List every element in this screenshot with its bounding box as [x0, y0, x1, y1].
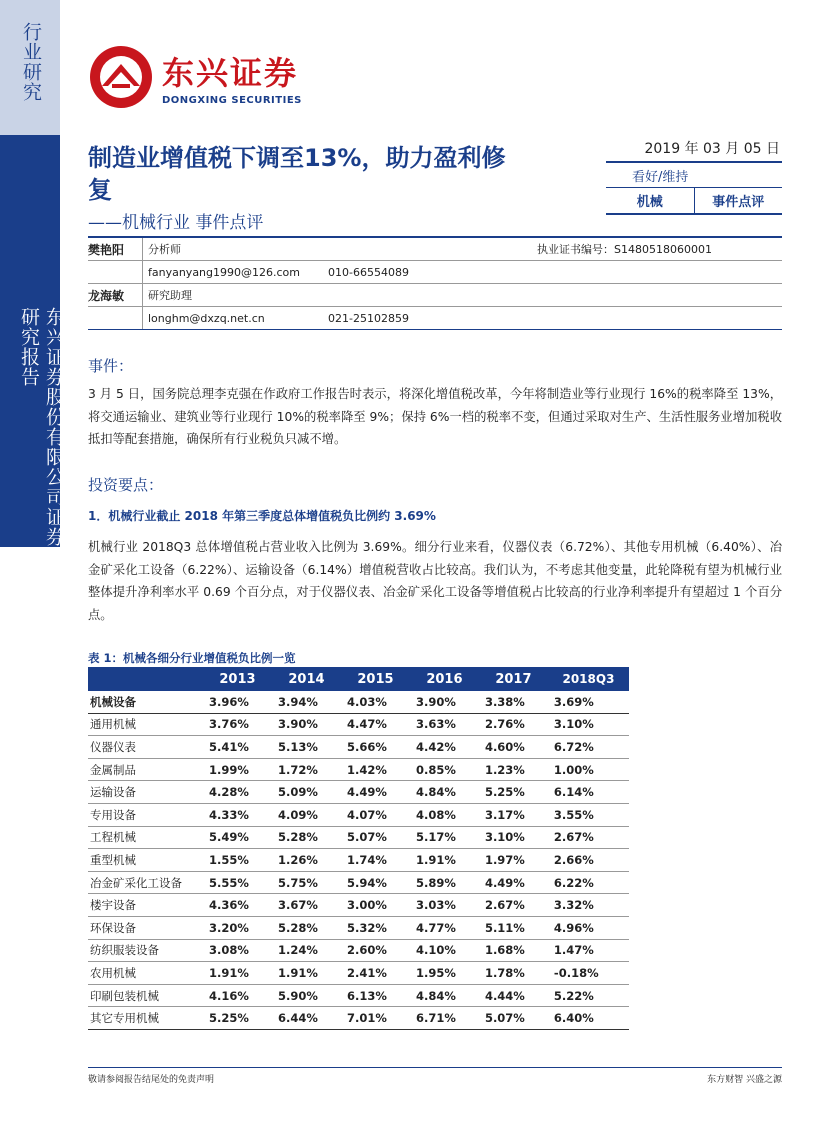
- table-row: [88, 894, 629, 917]
- table-row: [88, 962, 629, 985]
- analyst-contact-row: [88, 261, 782, 284]
- footer-disclaimer: 敬请参阅报告结尾处的免责声明: [88, 1075, 215, 1085]
- table-cell: 1.72%: [272, 758, 341, 781]
- table-cell: 4.33%: [203, 803, 272, 826]
- table-cell: 3.90%: [410, 691, 479, 713]
- analyst-row: [88, 284, 782, 307]
- table-cell: 5.28%: [272, 916, 341, 939]
- table-cell: 5.09%: [272, 781, 341, 804]
- point-heading: 1．机械行业截止 2018 年第三季度总体增值税负比例约 3.69%: [88, 509, 436, 523]
- table-cell: 5.25%: [203, 1007, 272, 1030]
- table-cell: 4.07%: [341, 803, 410, 826]
- table-caption: 表 1：机械各细分行业增值税负比例一览: [88, 651, 296, 665]
- table-cell: 4.84%: [410, 984, 479, 1007]
- page-footer: [88, 1067, 782, 1085]
- table-row: [88, 781, 629, 804]
- table-cell: -0.18%: [548, 962, 629, 985]
- table-cell: 1.24%: [272, 939, 341, 962]
- table-cell: 5.07%: [341, 826, 410, 849]
- table-cell: 1.47%: [548, 939, 629, 962]
- analyst-row: [88, 238, 782, 261]
- table-cell: 2.67%: [479, 894, 548, 917]
- table-cell: 4.03%: [341, 691, 410, 713]
- table-cell: 5.11%: [479, 916, 548, 939]
- table-row: [88, 758, 629, 781]
- table-cell: 5.22%: [548, 984, 629, 1007]
- table-row-label: 机械设备: [88, 691, 203, 713]
- table-cell: 5.17%: [410, 826, 479, 849]
- table-cell: 4.28%: [203, 781, 272, 804]
- table-cell: 5.66%: [341, 736, 410, 759]
- analyst-phone: 010-66554089: [328, 265, 409, 279]
- brand-name-en: DONGXING SECURITIES: [162, 95, 302, 106]
- analyst-email[interactable]: fanyanyang1990@126.com: [148, 265, 300, 279]
- table-header-cell: 2018Q3: [548, 667, 629, 691]
- table-cell: 1.55%: [203, 849, 272, 872]
- table-cell: 1.91%: [410, 849, 479, 872]
- table-cell: 6.44%: [272, 1007, 341, 1030]
- table-cell: 5.89%: [410, 871, 479, 894]
- table-row: [88, 691, 629, 713]
- vat-ratio-table: [88, 667, 629, 1030]
- table-cell: 1.68%: [479, 939, 548, 962]
- table-cell: 5.13%: [272, 736, 341, 759]
- table-cell: 3.10%: [479, 826, 548, 849]
- analyst-name: 樊艳阳: [88, 242, 125, 257]
- table-cell: 7.01%: [341, 1007, 410, 1030]
- table-cell: 4.47%: [341, 713, 410, 736]
- table-cell: 4.77%: [410, 916, 479, 939]
- category-row: [606, 188, 782, 215]
- table-row: [88, 849, 629, 872]
- table-header-cell: 2016: [410, 667, 479, 691]
- table-row-label: 其它专用机械: [88, 1007, 203, 1030]
- table-cell: 6.72%: [548, 736, 629, 759]
- table-cell: 5.07%: [479, 1007, 548, 1030]
- table-row: [88, 826, 629, 849]
- table-cell: 3.20%: [203, 916, 272, 939]
- table-cell: 3.63%: [410, 713, 479, 736]
- table-row-label: 环保设备: [88, 916, 203, 939]
- analyst-contact-row: [88, 307, 782, 329]
- analyst-role: 研究助理: [148, 289, 192, 302]
- table-cell: 2.66%: [548, 849, 629, 872]
- table-cell: 5.32%: [341, 916, 410, 939]
- analyst-license: 执业证书编号：S1480518060001: [537, 243, 712, 256]
- table-cell: 1.91%: [203, 962, 272, 985]
- table-row-label: 工程机械: [88, 826, 203, 849]
- table-cell: 5.49%: [203, 826, 272, 849]
- table-cell: 0.85%: [410, 758, 479, 781]
- table-cell: 4.16%: [203, 984, 272, 1007]
- table-row-label: 通用机械: [88, 713, 203, 736]
- table-cell: 5.55%: [203, 871, 272, 894]
- table-cell: 1.26%: [272, 849, 341, 872]
- event-heading: 事件：: [88, 357, 134, 375]
- table-cell: 5.75%: [272, 871, 341, 894]
- table-cell: 1.99%: [203, 758, 272, 781]
- analyst-block: [88, 236, 782, 330]
- table-cell: 2.67%: [548, 826, 629, 849]
- company-logo-icon: [88, 44, 154, 110]
- table-cell: 4.09%: [272, 803, 341, 826]
- table-cell: 3.38%: [479, 691, 548, 713]
- table-cell: 3.94%: [272, 691, 341, 713]
- investment-heading: 投资要点：: [88, 476, 164, 494]
- table-cell: 4.08%: [410, 803, 479, 826]
- table-cell: 6.14%: [548, 781, 629, 804]
- table-cell: 6.71%: [410, 1007, 479, 1030]
- table-row: [88, 984, 629, 1007]
- table-cell: 2.76%: [479, 713, 548, 736]
- table-cell: 5.94%: [341, 871, 410, 894]
- table-cell: 3.76%: [203, 713, 272, 736]
- table-cell: 1.78%: [479, 962, 548, 985]
- sidebar-category-band: [0, 0, 60, 135]
- table-cell: 1.74%: [341, 849, 410, 872]
- table-header-cell: [88, 667, 203, 691]
- table-row-label: 楼宇设备: [88, 894, 203, 917]
- table-header-cell: 2014: [272, 667, 341, 691]
- table-cell: 4.42%: [410, 736, 479, 759]
- table-cell: 1.97%: [479, 849, 548, 872]
- table-header-cell: 2013: [203, 667, 272, 691]
- table-cell: 3.00%: [341, 894, 410, 917]
- table-row-label: 专用设备: [88, 803, 203, 826]
- table-row-label: 重型机械: [88, 849, 203, 872]
- table-cell: 4.60%: [479, 736, 548, 759]
- table-row-label: 印刷包装机械: [88, 984, 203, 1007]
- table-cell: 4.44%: [479, 984, 548, 1007]
- table-header-cell: 2015: [341, 667, 410, 691]
- analyst-phone: 021-25102859: [328, 311, 409, 325]
- report-subtitle: ——机械行业 事件点评: [88, 213, 264, 233]
- report-title: 制造业增值税下调至13%，助力盈利修复: [88, 144, 506, 204]
- report-type-label: 事件点评: [712, 195, 765, 210]
- table-cell: 4.36%: [203, 894, 272, 917]
- table-cell: 3.03%: [410, 894, 479, 917]
- rating-label: 看好/维持: [606, 163, 782, 188]
- table-cell: 4.84%: [410, 781, 479, 804]
- sidebar-company-label: 东兴证券股份有限公司证券研究报告: [18, 307, 65, 547]
- table-row: [88, 803, 629, 826]
- table-cell: 4.49%: [341, 781, 410, 804]
- footer-slogan: 东方财智 兴盛之源: [707, 1075, 782, 1085]
- table-cell: 1.95%: [410, 962, 479, 985]
- table-header-row: [88, 667, 629, 691]
- table-cell: 5.41%: [203, 736, 272, 759]
- table-cell: 3.96%: [203, 691, 272, 713]
- table-row-label: 仪器仪表: [88, 736, 203, 759]
- table-row-label: 运输设备: [88, 781, 203, 804]
- table-cell: 2.41%: [341, 962, 410, 985]
- table-row: [88, 916, 629, 939]
- table-row: [88, 1007, 629, 1030]
- table-cell: 3.90%: [272, 713, 341, 736]
- table-row-label: 冶金矿采化工设备: [88, 871, 203, 894]
- table-cell: 5.28%: [272, 826, 341, 849]
- analyst-name: 龙海敏: [88, 288, 125, 303]
- table-cell: 4.49%: [479, 871, 548, 894]
- analyst-role: 分析师: [148, 243, 181, 256]
- table-cell: 5.90%: [272, 984, 341, 1007]
- table-row: [88, 871, 629, 894]
- table-row-label: 金属制品: [88, 758, 203, 781]
- table-cell: 6.40%: [548, 1007, 629, 1030]
- table-cell: 4.96%: [548, 916, 629, 939]
- table-cell: 3.32%: [548, 894, 629, 917]
- sidebar-category-label: 行业研究: [20, 22, 42, 102]
- brand-name-cn: 东兴证券: [162, 54, 299, 92]
- report-meta-box: [606, 138, 782, 215]
- table-cell: 1.91%: [272, 962, 341, 985]
- table-row-label: 纺织服装设备: [88, 939, 203, 962]
- table-cell: 5.25%: [479, 781, 548, 804]
- table-cell: 6.13%: [341, 984, 410, 1007]
- table-cell: 3.55%: [548, 803, 629, 826]
- table-row: [88, 736, 629, 759]
- event-text: 3 月 5 日，国务院总理李克强在作政府工作报告时表示，将深化增值税改革，今年将制造业等行业现行 16%的税率降至 13%，将交通运输业、建筑业等行业现行 10%的税率降至 9%；保持 6%一档的税率不变，但通过采取对生产、生活性服务业增加税收抵扣等配套措施，确保所有行业税负只减不增。: [88, 387, 782, 446]
- table-cell: 1.23%: [479, 758, 548, 781]
- table-cell: 1.00%: [548, 758, 629, 781]
- table-cell: 3.10%: [548, 713, 629, 736]
- table-row: [88, 939, 629, 962]
- table-cell: 6.22%: [548, 871, 629, 894]
- point-text: 机械行业 2018Q3 总体增值税占营业收入比例为 3.69%。细分行业来看，仪器仪表（6.72%）、其他专用机械（6.40%）、冶金矿采化工设备（6.22%）、运输设备（6.14%）增值税营收占比较高。我们认为，不考虑其他变量，此轮降税有望为机械行业整体提升净利率水平 0.69 个百分点，对于仪器仪表、冶金矿采化工设备等增值税占比较高的行业净利率提升有望超过 1 个百分点。: [88, 540, 782, 622]
- table-cell: 3.17%: [479, 803, 548, 826]
- table-row-label: 农用机械: [88, 962, 203, 985]
- table-header-cell: 2017: [479, 667, 548, 691]
- table-cell: 3.67%: [272, 894, 341, 917]
- industry-label: 机械: [606, 188, 695, 213]
- analyst-email[interactable]: longhm@dxzq.net.cn: [148, 311, 265, 325]
- table-cell: 2.60%: [341, 939, 410, 962]
- table-cell: 3.69%: [548, 691, 629, 713]
- table-cell: 4.10%: [410, 939, 479, 962]
- table-cell: 1.42%: [341, 758, 410, 781]
- report-date: 2019 年 03 月 05 日: [606, 138, 782, 163]
- sidebar-company-band: [0, 135, 65, 547]
- table-row: [88, 713, 629, 736]
- table-cell: 3.08%: [203, 939, 272, 962]
